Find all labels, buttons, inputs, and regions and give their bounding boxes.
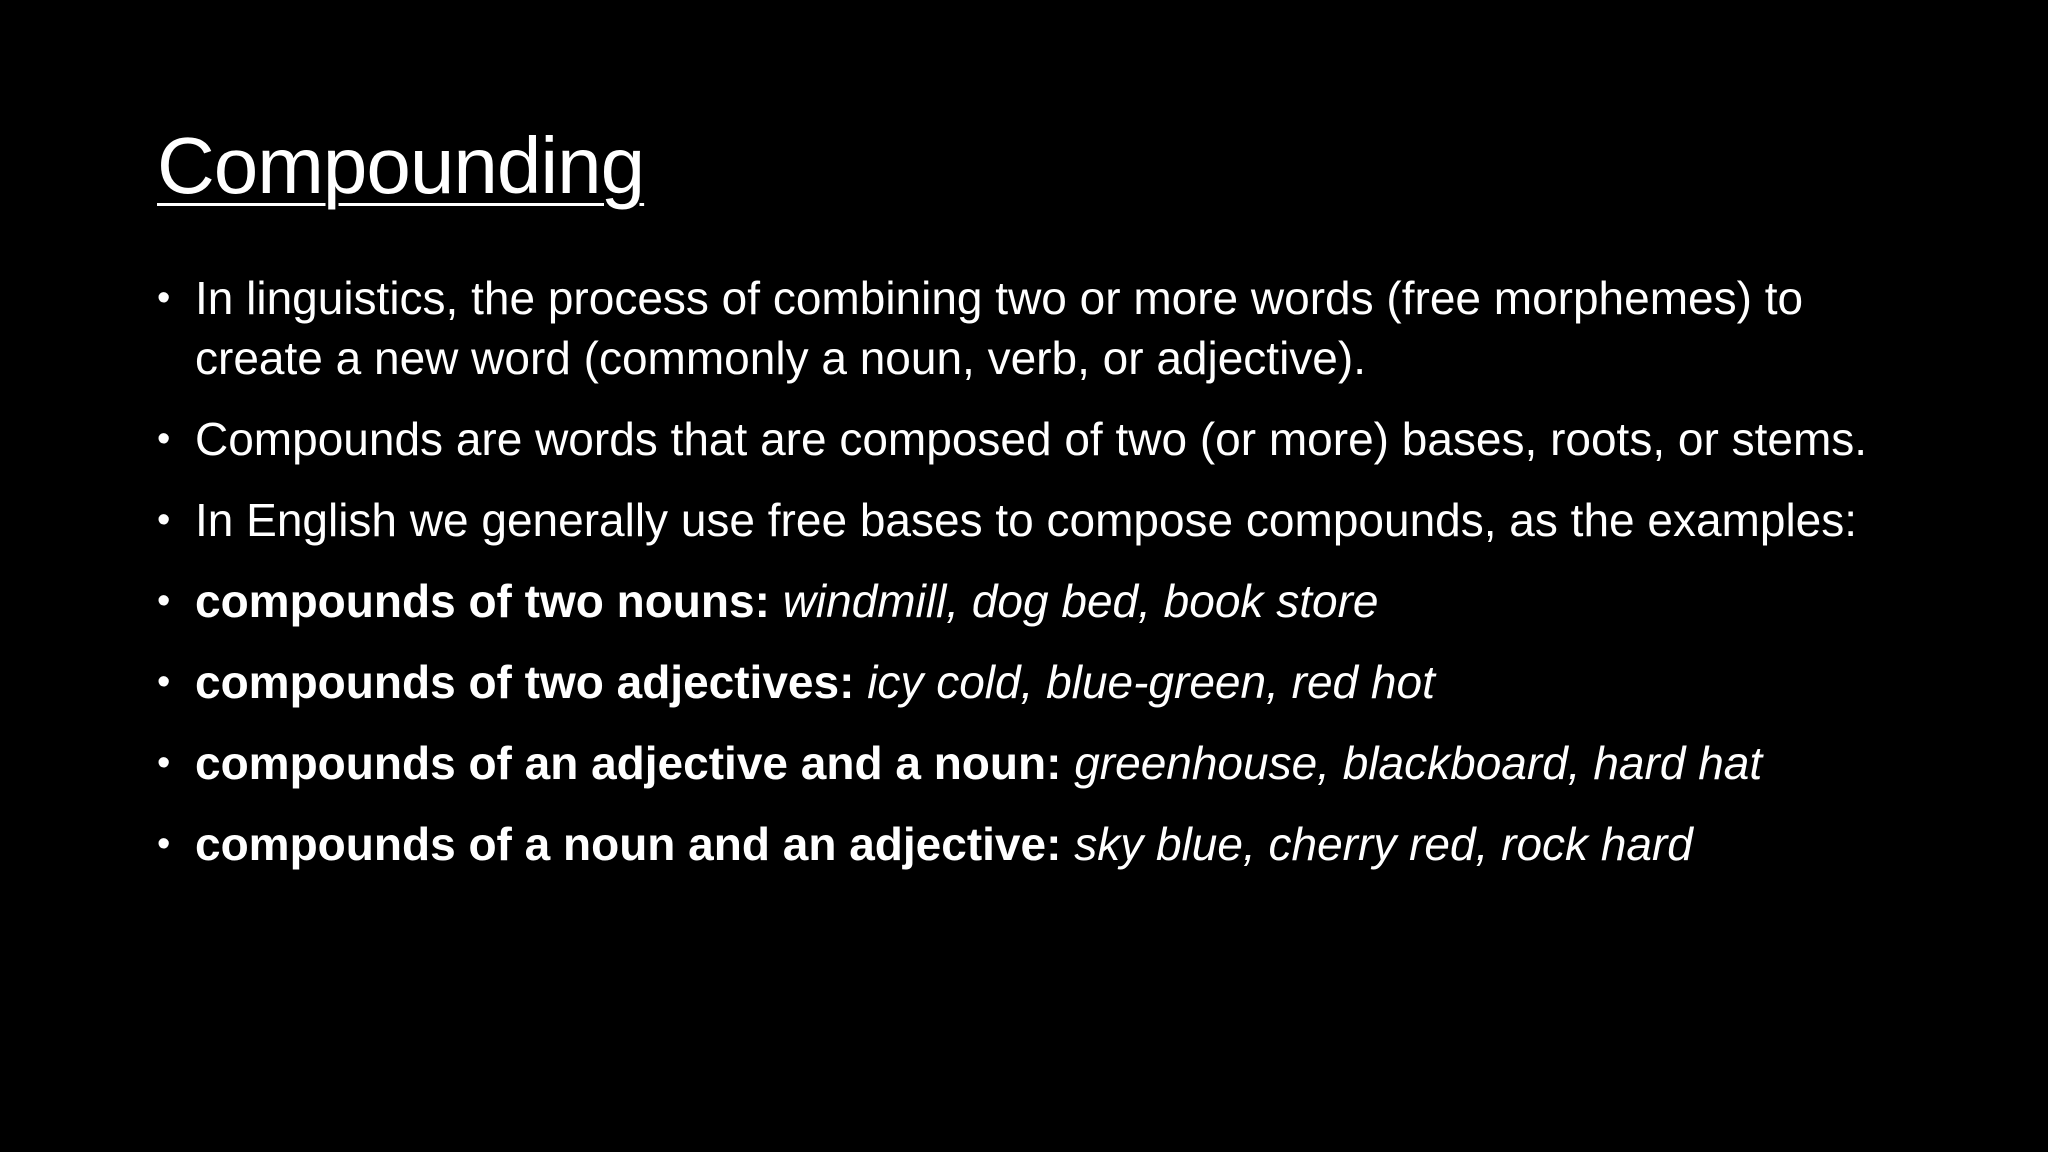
bullet-label: compounds of a noun and an adjective: (195, 818, 1062, 870)
bullet-icon: • (157, 499, 171, 541)
bullet-icon: • (157, 277, 171, 319)
bullet-label: compounds of two nouns: (195, 575, 770, 627)
bullet-examples: greenhouse, blackboard, hard hat (1074, 737, 1763, 789)
bullet-label: compounds of an adjective and a noun: (195, 737, 1062, 789)
bullet-label: compounds of two adjectives: (195, 656, 855, 708)
bullet-item-two-nouns (157, 571, 1917, 631)
bullet-icon: • (157, 580, 171, 622)
bullet-list (157, 268, 1917, 895)
bullet-text: In English we generally use free bases to compose compounds, as the examples: (195, 494, 1858, 546)
bullet-item-composition (157, 409, 1917, 469)
bullet-text: Compounds are words that are composed of two (or more) bases, roots, or stems. (195, 413, 1868, 465)
bullet-examples: windmill, dog bed, book store (782, 575, 1379, 627)
bullet-examples: icy cold, blue-green, red hot (867, 656, 1435, 708)
bullet-item-english-usage (157, 490, 1917, 550)
bullet-item-adjective-noun (157, 733, 1917, 793)
bullet-icon: • (157, 661, 171, 703)
bullet-item-noun-adjective (157, 814, 1917, 874)
bullet-examples: sky blue, cherry red, rock hard (1074, 818, 1693, 870)
bullet-icon: • (157, 742, 171, 784)
bullet-item-definition (157, 268, 1917, 388)
bullet-icon: • (157, 418, 171, 460)
bullet-text: In linguistics, the process of combining two or more words (free morphemes) to create a new word (commonly a noun, verb, or adjective). (195, 272, 1804, 384)
bullet-item-two-adjectives (157, 652, 1917, 712)
slide-title: Compounding (157, 121, 645, 210)
bullet-icon: • (157, 823, 171, 865)
